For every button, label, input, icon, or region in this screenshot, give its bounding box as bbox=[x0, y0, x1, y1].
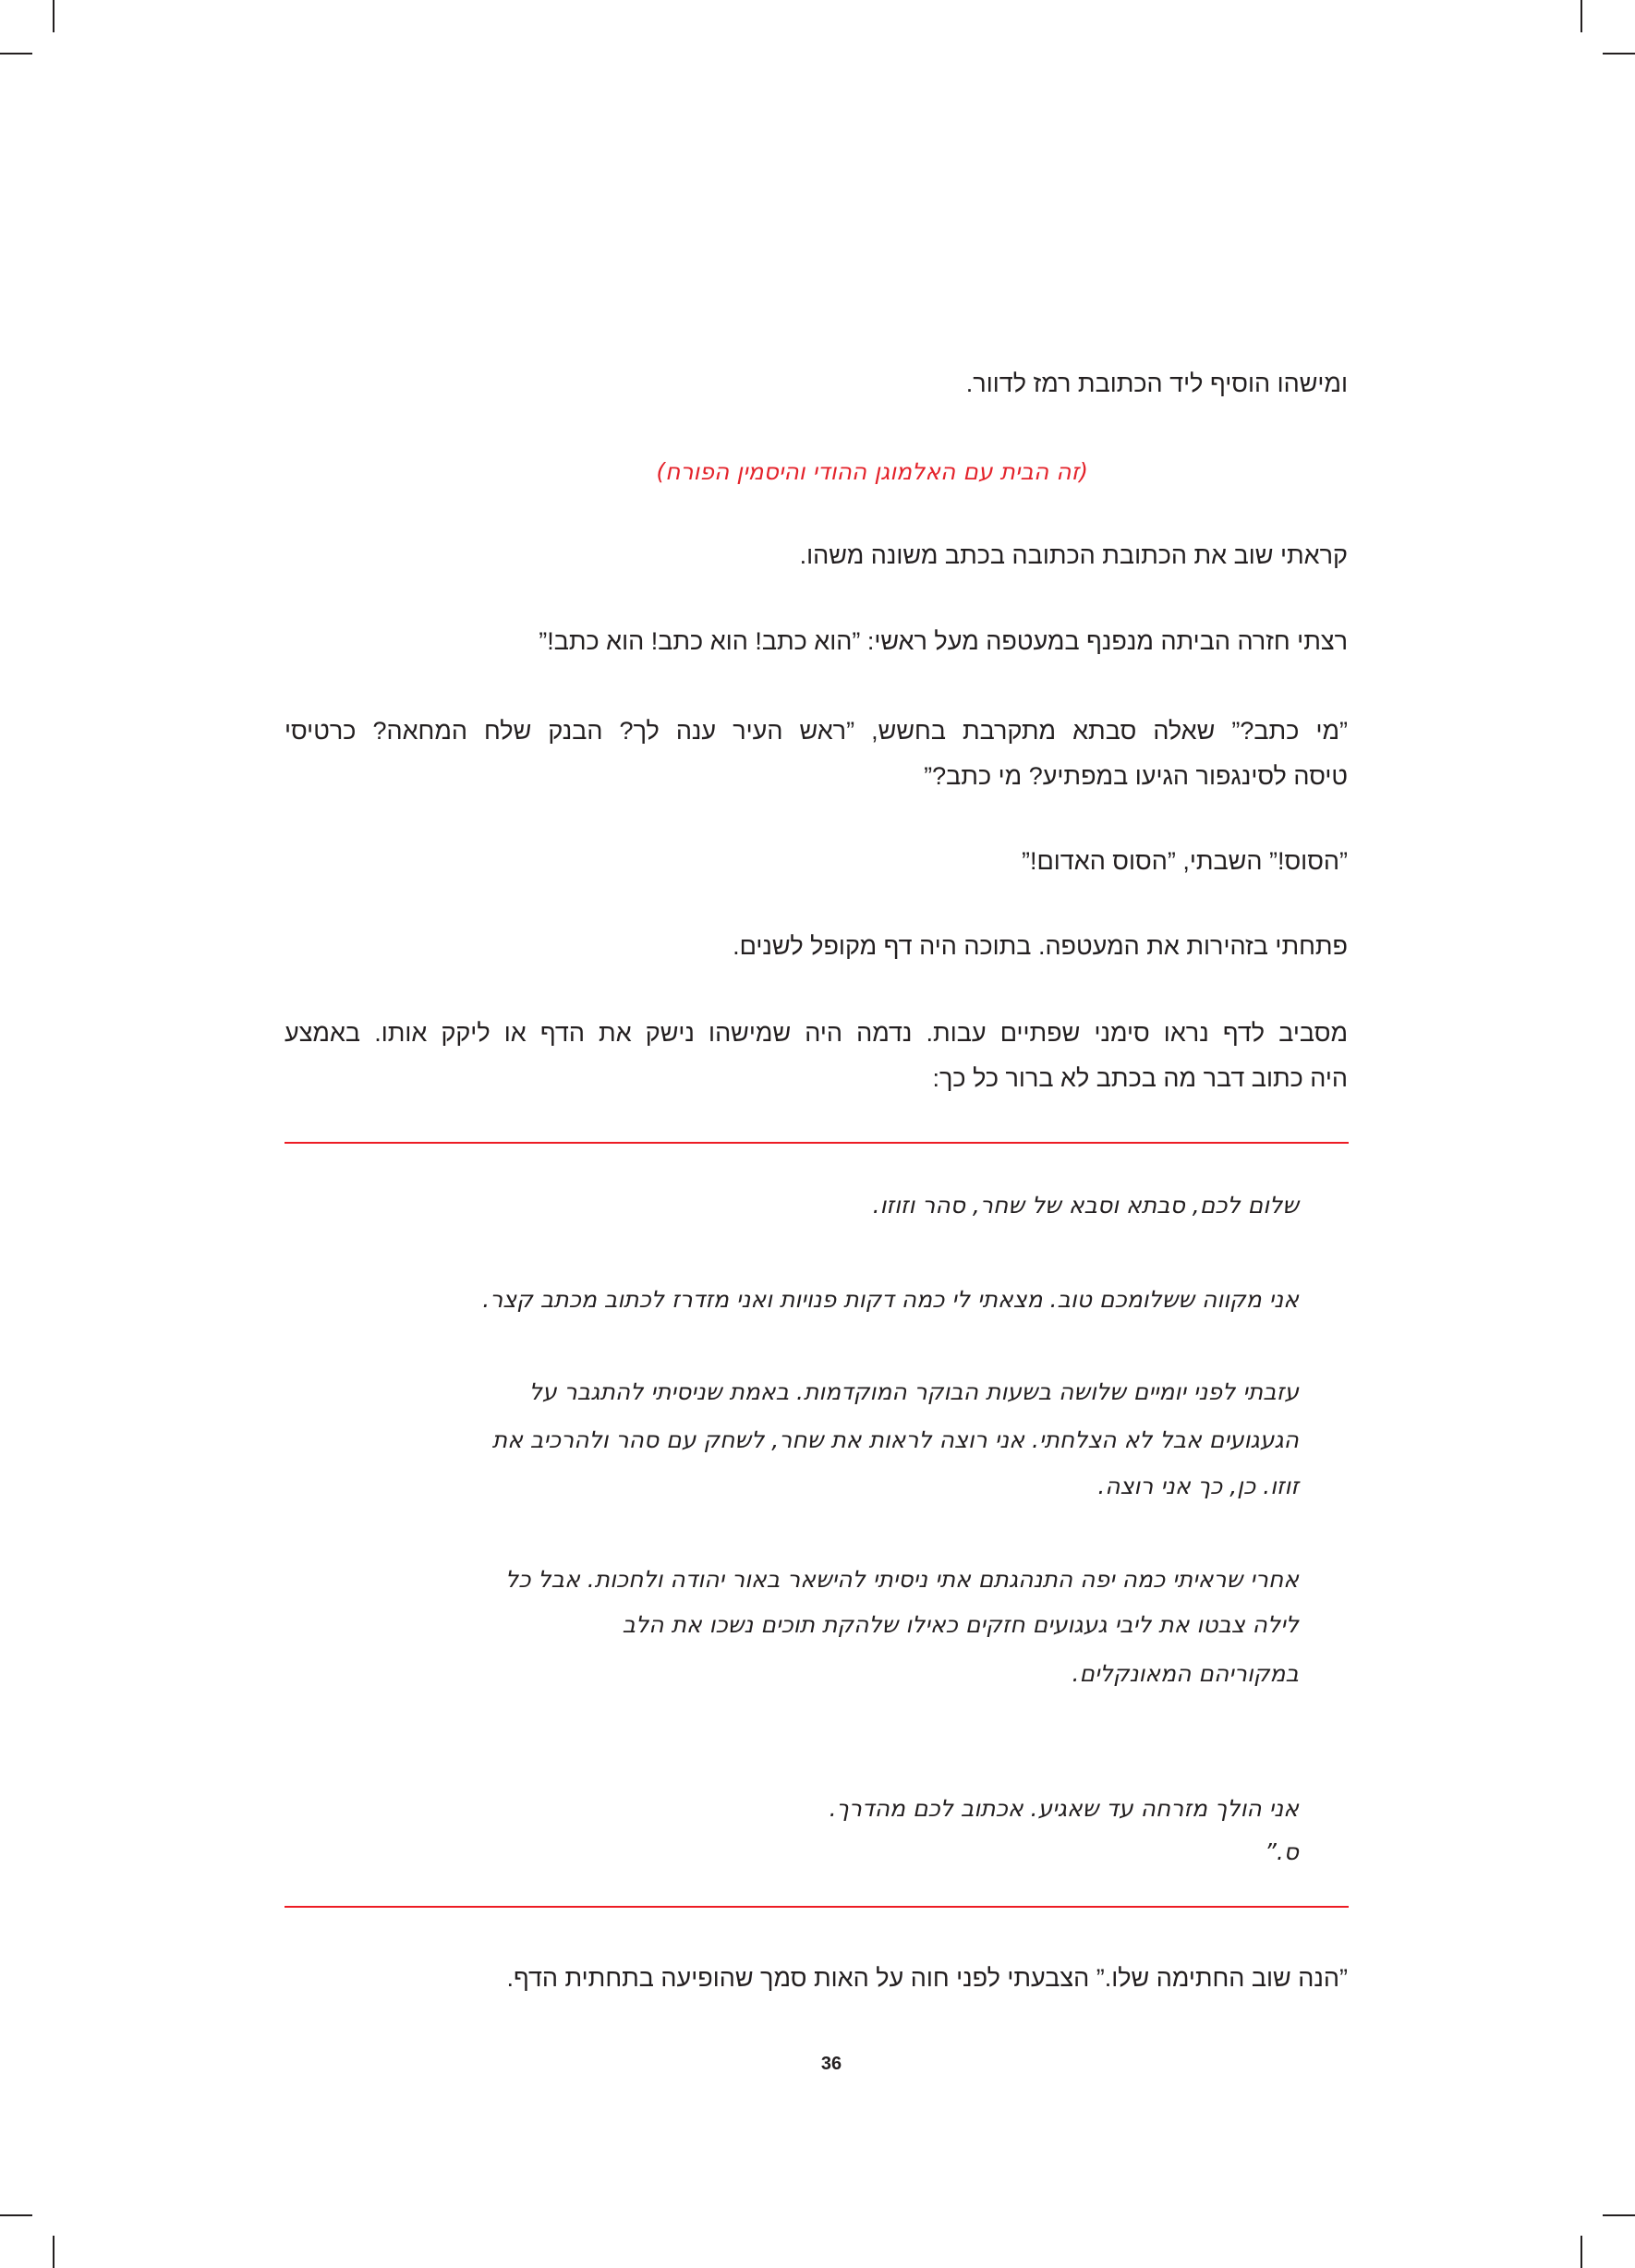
story-line: ”מי כתב?” שאלה סבתא מתקרבת בחשש, ”ראש העיר ענה לך? הבנק שלח המחאה? כרטיסי bbox=[285, 717, 1348, 745]
story-line: טיסה לסינגפור הגיעו במפתיע? מי כתב?” bbox=[924, 762, 1348, 790]
story-line: ומישהו הוסיף ליד הכתובת רמז לדוור. bbox=[965, 370, 1348, 397]
letter-signature: ס.” bbox=[1264, 1838, 1299, 1865]
story-line: רצתי חזרה הביתה מנפנף במעטפה מעל ראשי: ”הוא כתב! הוא כתב! הוא כתב!” bbox=[539, 627, 1348, 655]
crop-mark-top-right-horizontal bbox=[1603, 53, 1635, 55]
crop-mark-bottom-left-vertical bbox=[53, 2236, 54, 2268]
crop-mark-bottom-right-vertical bbox=[1580, 2236, 1582, 2268]
story-line: מסביב לדף נראו סימני שפתיים עבות. נדמה היה שמישהו נישק את הדף או ליקק אותו. באמצע bbox=[285, 1019, 1348, 1047]
letter-line: לילה צבטו את ליבי געגועים חזקים כאילו שלהקת תוכים נשכו את הלב bbox=[622, 1611, 1299, 1638]
crop-mark-top-left-vertical bbox=[53, 0, 54, 32]
handwritten-address-note: (זה הבית עם האלמוגן ההודי והיסמין הפורח) bbox=[656, 458, 1088, 485]
story-line: קראתי שוב את הכתובת הכתובה בכתב משונה משהו. bbox=[799, 541, 1348, 569]
page-number: 36 bbox=[820, 2054, 842, 2074]
crop-mark-bottom-right-horizontal bbox=[1603, 2214, 1635, 2216]
letter-line: אחרי שראיתי כמה יפה התנהגתם אתי ניסיתי להישאר באור יהודה ולחכות. אבל כל bbox=[505, 1566, 1299, 1593]
story-line: היה כתוב דבר מה בכתב לא ברור כל כך: bbox=[932, 1064, 1348, 1092]
letter-line: במקוריהם המאונקלים. bbox=[1072, 1660, 1299, 1687]
crop-mark-bottom-left-horizontal bbox=[0, 2214, 32, 2216]
letter-line: אני הולך מזרחה עד שאגיע. אכתוב לכם מהדרך. bbox=[829, 1795, 1299, 1822]
story-line: פתחתי בזהירות את המעטפה. בתוכה היה דף מקופל לשנים. bbox=[733, 932, 1348, 960]
story-line: ”הסוס!” השבתי, ”הסוס האדום!” bbox=[1021, 847, 1348, 875]
letter-divider-bottom bbox=[285, 1906, 1349, 1908]
letter-line: עזבתי לפני יומיים שלושה בשעות הבוקר המוקדמות. באמת שניסיתי להתגבר על bbox=[528, 1378, 1299, 1405]
crop-mark-top-right-vertical bbox=[1580, 0, 1582, 32]
letter-divider-top bbox=[285, 1142, 1349, 1144]
crop-mark-top-left-horizontal bbox=[0, 53, 32, 55]
letter-line: אני מקווה ששלומכם טוב. מצאתי לי כמה דקות פנויות ואני מזדרז לכתוב מכתב קצר. bbox=[482, 1286, 1299, 1313]
letter-line: שלום לכם, סבתא וסבא של שחר, סהר וזוזו. bbox=[872, 1192, 1299, 1219]
letter-line: הגעגועים אבל לא הצלחתי. אני רוצה לראות את שחר, לשחק עם סהר ולהרכיב את bbox=[491, 1426, 1299, 1453]
story-line: ”הנה שוב החתימה שלו.” הצבעתי לפני חוה על האות סמך שהופיעה בתחתית הדף. bbox=[506, 1964, 1348, 1992]
letter-line: זוזו. כן, כך אני רוצה. bbox=[1097, 1473, 1299, 1499]
